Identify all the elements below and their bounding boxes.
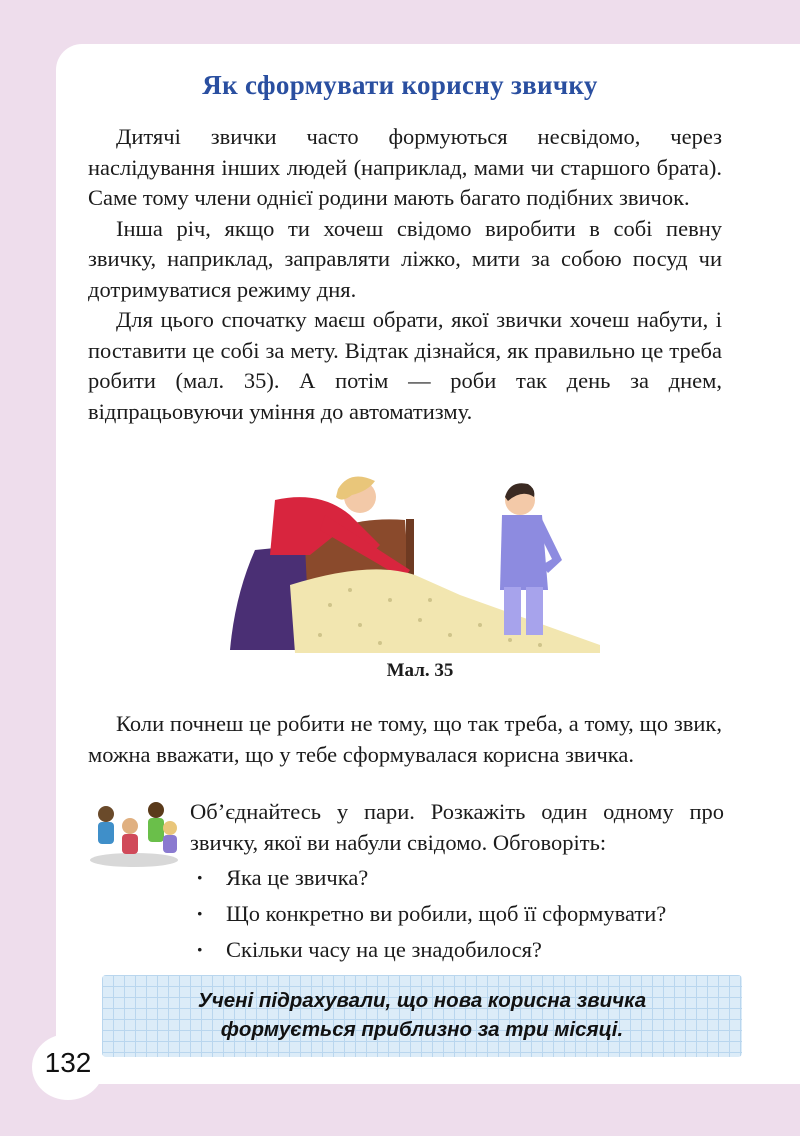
- bullet-icon: ·: [196, 937, 204, 962]
- question-list: [190, 862, 724, 965]
- question-text: Яка це звичка?: [226, 865, 369, 890]
- bullet-icon: ·: [196, 865, 204, 890]
- task-intro: Об’єднайтесь у пари. Розкажіть один одному про звичку, якої ви набули свідомо. Обговоріть:: [190, 799, 724, 855]
- task-block: [190, 796, 724, 970]
- paragraph-4: Коли почнеш це робити не тому, що так треба, а тому, що звик, можна вважати, що у тебе сформувалася корисна звичка.: [88, 711, 722, 767]
- fact-note-line-1: Учені підрахували, що нова корисна звичка: [197, 989, 647, 1012]
- bullet-icon: ·: [196, 901, 204, 926]
- list-item: [190, 898, 724, 929]
- fact-note-text: [102, 986, 742, 1044]
- page-number: 132: [44, 1047, 92, 1078]
- question-text: Що конкретно ви робили, щоб її сформувати?: [226, 901, 667, 926]
- pair-work-icon: [86, 796, 182, 868]
- fact-note-line-2: формується приблизно за три місяці.: [220, 1018, 624, 1041]
- paragraph-1: Дитячі звички часто формуються несвідомо, через наслідування інших людей (наприклад, мами чи старшого брата). Саме тому члени однієї родини мають багато подібних звичок.: [88, 124, 722, 210]
- body-text-after: [88, 709, 722, 770]
- body-text: [88, 122, 722, 427]
- paragraph-3: Для цього спочатку маєш обрати, якої звички хочеш набути, і поставити це собі за мету. Відтак дізнайся, як правильно це треба робити (мал. 35). А потім — роби так день за днем, відпрацьовуючи уміння до автоматизму.: [88, 307, 722, 424]
- paragraph-2: Інша річ, якщо ти хочеш свідомо виробити в собі певну звичку, наприклад, заправляти ліжко, мити за собою посуд чи дотримуватися режиму дня.: [88, 215, 722, 302]
- page-title: Як сформувати корисну звичку: [202, 70, 598, 100]
- list-item: [190, 862, 724, 893]
- list-item: [190, 934, 724, 965]
- figure-caption: Мал. 35: [386, 660, 454, 681]
- bed-blanket: [290, 569, 600, 653]
- boy-leg-left: [504, 587, 521, 635]
- figure-illustration: [230, 475, 600, 655]
- boy-leg-right: [526, 587, 543, 635]
- question-text: Скільки часу на це знадобилося?: [226, 937, 542, 962]
